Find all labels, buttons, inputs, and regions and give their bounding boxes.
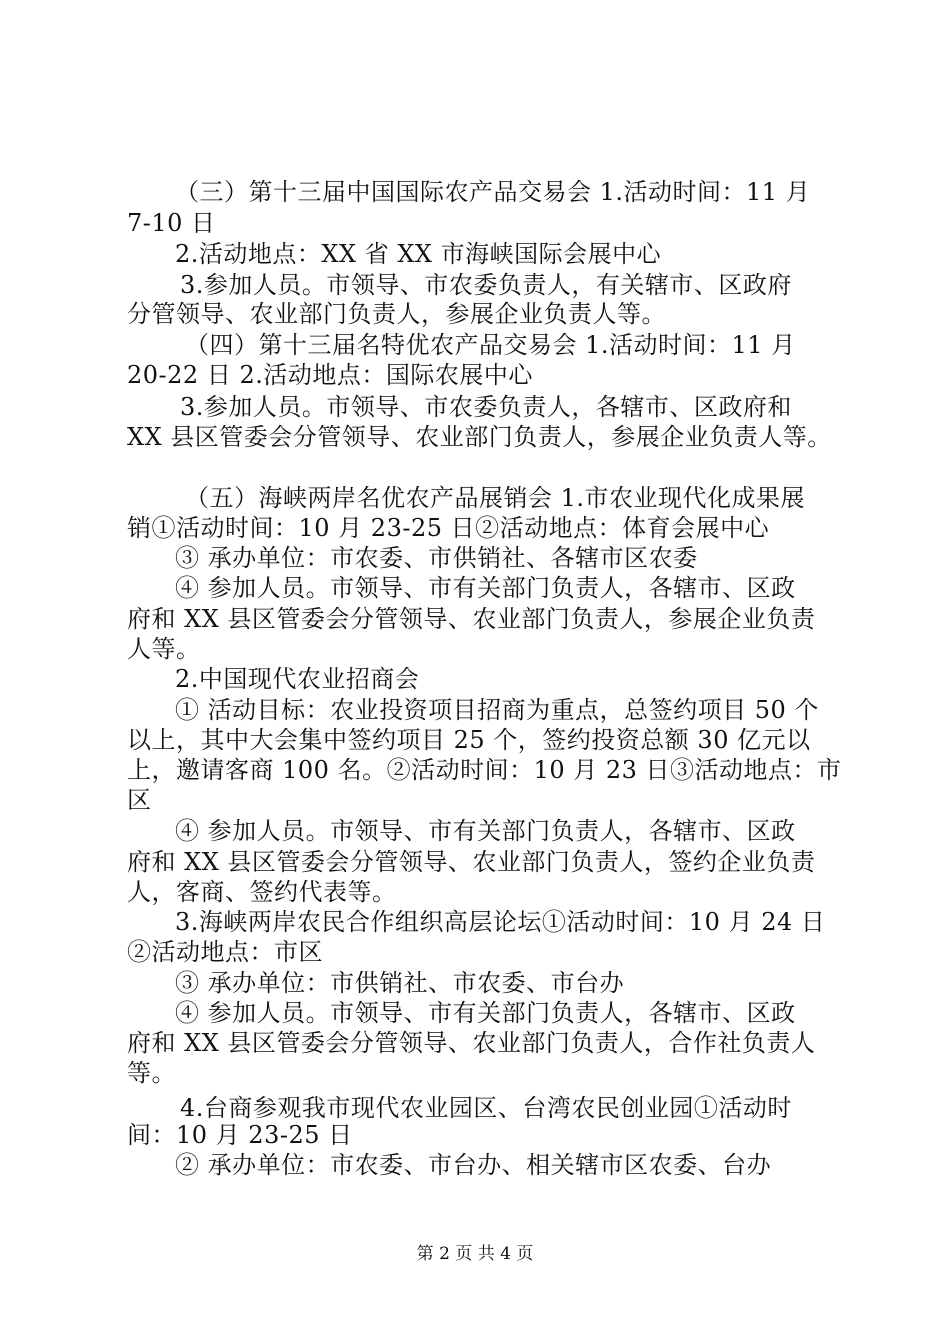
text-line: （五）海峡两岸名优农产品展销会 1.市农业现代化成果展 xyxy=(185,484,806,512)
page-footer xyxy=(0,1243,950,1265)
text-line: ③ 承办单位：市供销社、市农委、市台办 xyxy=(175,969,625,997)
text-line: 3.海峡两岸农民合作组织高层论坛①活动时间：10 月 24 日 xyxy=(175,908,826,936)
text-line: （四）第十三届名特优农产品交易会 1.活动时间：11 月 xyxy=(185,331,796,359)
text-line: 分管领导、农业部门负责人，参展企业负责人等。 xyxy=(127,300,666,328)
text-line: XX 县区管委会分管领导、农业部门负责人，参展企业负责人等。 xyxy=(127,423,832,451)
text-line: 府和 XX 县区管委会分管领导、农业部门负责人，签约企业负责 xyxy=(127,848,816,876)
text-line: ④ 参加人员。市领导、市有关部门负责人，各辖市、区政 xyxy=(175,817,796,845)
text-line: 区 xyxy=(127,786,152,814)
text-line: 3.参加人员。市领导、市农委负责人，各辖市、区政府和 xyxy=(180,393,792,421)
text-line: ② 承办单位：市农委、市台办、相关辖市区农委、台办 xyxy=(175,1151,772,1179)
text-line: 府和 XX 县区管委会分管领导、农业部门负责人，参展企业负责 xyxy=(127,605,816,633)
text-line: ④ 参加人员。市领导、市有关部门负责人，各辖市、区政 xyxy=(175,574,796,602)
text-line: 以上，其中大会集中签约项目 25 个，签约投资总额 30 亿元以 xyxy=(127,726,811,754)
text-line: 人等。 xyxy=(127,635,201,663)
text-line: （三）第十三届中国国际农产品交易会 1.活动时间：11 月 xyxy=(175,178,811,206)
text-line: ④ 参加人员。市领导、市有关部门负责人，各辖市、区政 xyxy=(175,999,796,1027)
text-line: ③ 承办单位：市农委、市供销社、各辖市区农委 xyxy=(175,544,698,572)
text-line: 4.台商参观我市现代农业园区、台湾农民创业园①活动时 xyxy=(180,1094,792,1122)
text-line: 府和 XX 县区管委会分管领导、农业部门负责人，合作社负责人 xyxy=(127,1029,816,1057)
text-line: 间：10 月 23-25 日 xyxy=(127,1121,353,1149)
text-line: 人，客商、签约代表等。 xyxy=(127,878,397,906)
text-line: ②活动地点：市区 xyxy=(127,938,323,966)
text-line: 等。 xyxy=(127,1059,176,1087)
text-line: ① 活动目标：农业投资项目招商为重点，总签约项目 50 个 xyxy=(175,696,819,724)
text-line: 3.参加人员。市领导、市农委负责人，有关辖市、区政府 xyxy=(180,271,792,299)
text-line: 销①活动时间：10 月 23-25 日②活动地点：体育会展中心 xyxy=(127,514,770,542)
text-line: 2.活动地点：XX 省 XX 市海峡国际会展中心 xyxy=(175,240,662,268)
text-line: 上，邀请客商 100 名。②活动时间：10 月 23 日③活动地点：市 xyxy=(127,756,842,784)
page-number-label: 第 2 页 共 4 页 xyxy=(416,1244,534,1264)
text-line: 20-22 日 2.活动地点：国际农展中心 xyxy=(127,361,533,389)
text-line: 7-10 日 xyxy=(127,209,216,237)
text-line: 2.中国现代农业招商会 xyxy=(175,665,420,693)
